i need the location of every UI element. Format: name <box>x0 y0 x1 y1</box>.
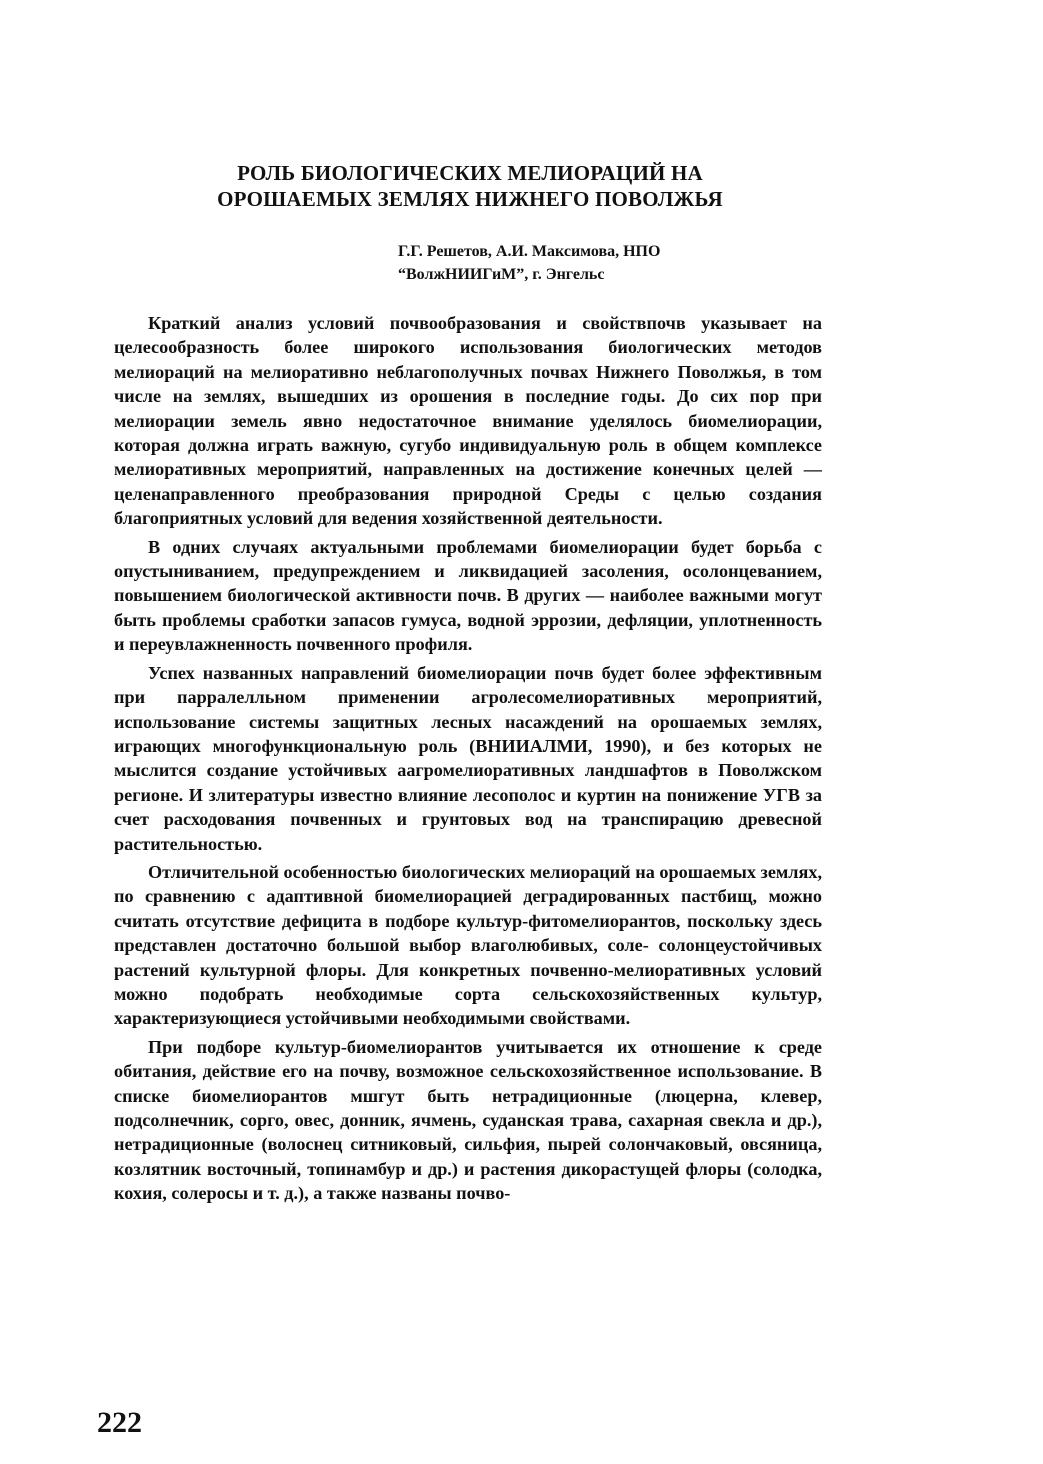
paragraph-3: Успех названных направлений биомелиорации почв будет более эффективным при парралелльном применении агролесомелиоративных мероприятий, использование системы защитных лесных насаждений на орошаемых землях, играющих многофункциональную роль (ВНИИАЛМИ, 1990), и без которых не мыслится создание устойчивых аагромелиоративных ландшафтов в Поволжском регионе. И злитературы известно влияние лесополос и куртин на понижение УГВ за счет расходования почвенных и грунтовых вод на транспирацию древесной растительностью. <box>114 662 822 854</box>
article-title <box>150 160 790 212</box>
paragraph-5: При подборе культур-биомелиорантов учитывается их отношение к среде обитания, действие его на почву, возможное сельскохозяйственное использование. В списке биомелиорантов мшгут быть нетрадиционные (люцерна, клевер, подсолнечник, сорго, овес, донник, ячмень, суданская трава, сахарная свекла и др.), нетрадиционные (волоснец ситниковый, сильфия, пырей солончаковый, овсяница, козлятник восточный, топинамбур и др.) и растения дикорастущей флоры (солодка, кохия, солеросы и т. д.), а также названы почво- <box>114 1036 822 1204</box>
article-body <box>114 311 822 1210</box>
article-title-line-1: РОЛЬ БИОЛОГИЧЕСКИХ МЕЛИОРАЦИЙ НА <box>237 161 703 185</box>
paragraph-4: Отличительной особенностью биологических мелиораций на орошаемых землях, по сравнению с адаптивной биомелиорацией деградированных пастбищ, можно считать отсутствие дефицита в подборе культур-фитомелиорантов, поскольку здесь представлен достаточно большой выбор влаголюбивых, соле- солонцеустойчивых растений культурной флоры. Для конкретных почвенно-мелиоративных условий можно подобрать необходимые сорта сельскохозяйственных культур, характеризующиеся устойчивыми необходимыми свойствами. <box>114 861 822 1029</box>
paragraph-1: Краткий анализ условий почвообразования и свойствпочв указывает на целесообразность более широкого использования биологических методов мелиораций на мелиоративно неблагополучных почвах Нижнего Поволжья, в том числе на землях, вышедших из орошения в последние годы. До сих пор при мелиорации земель явно недостаточное внимание уделялось биомелиорации, которая должна играть важную, сугубо индивидуальную роль в общем комплексе мелиоративных мероприятий, направленных на достижение конечных целей — целенаправленного преобразования природной Среды с целью создания благоприятных условий для ведения хозяйственной деятельности. <box>114 313 822 529</box>
paragraph-2: В одних случаях актуальными проблемами биомелиорации будет борьба с опустыниванием, предупреждением и ликвидацией засоления, осолонцеванием, повышением биологической активности почв. В других — наиболее важными могут быть проблемы сработки запасов гумуса, водной эррозии, дефляции, уплотненность и переувлажненность почвенного профиля. <box>114 536 822 655</box>
authors-line-2: “ВолжНИИГиМ”, г. Энгельс <box>398 266 605 283</box>
article-title-line-2: ОРОШАЕМЫХ ЗЕМЛЯХ НИЖНЕГО ПОВОЛЖЬЯ <box>217 187 723 211</box>
article-authors <box>398 240 660 286</box>
authors-line-1: Г.Г. Решетов, А.И. Максимова, НПО <box>398 243 661 260</box>
page-number: 222 <box>97 1406 142 1439</box>
